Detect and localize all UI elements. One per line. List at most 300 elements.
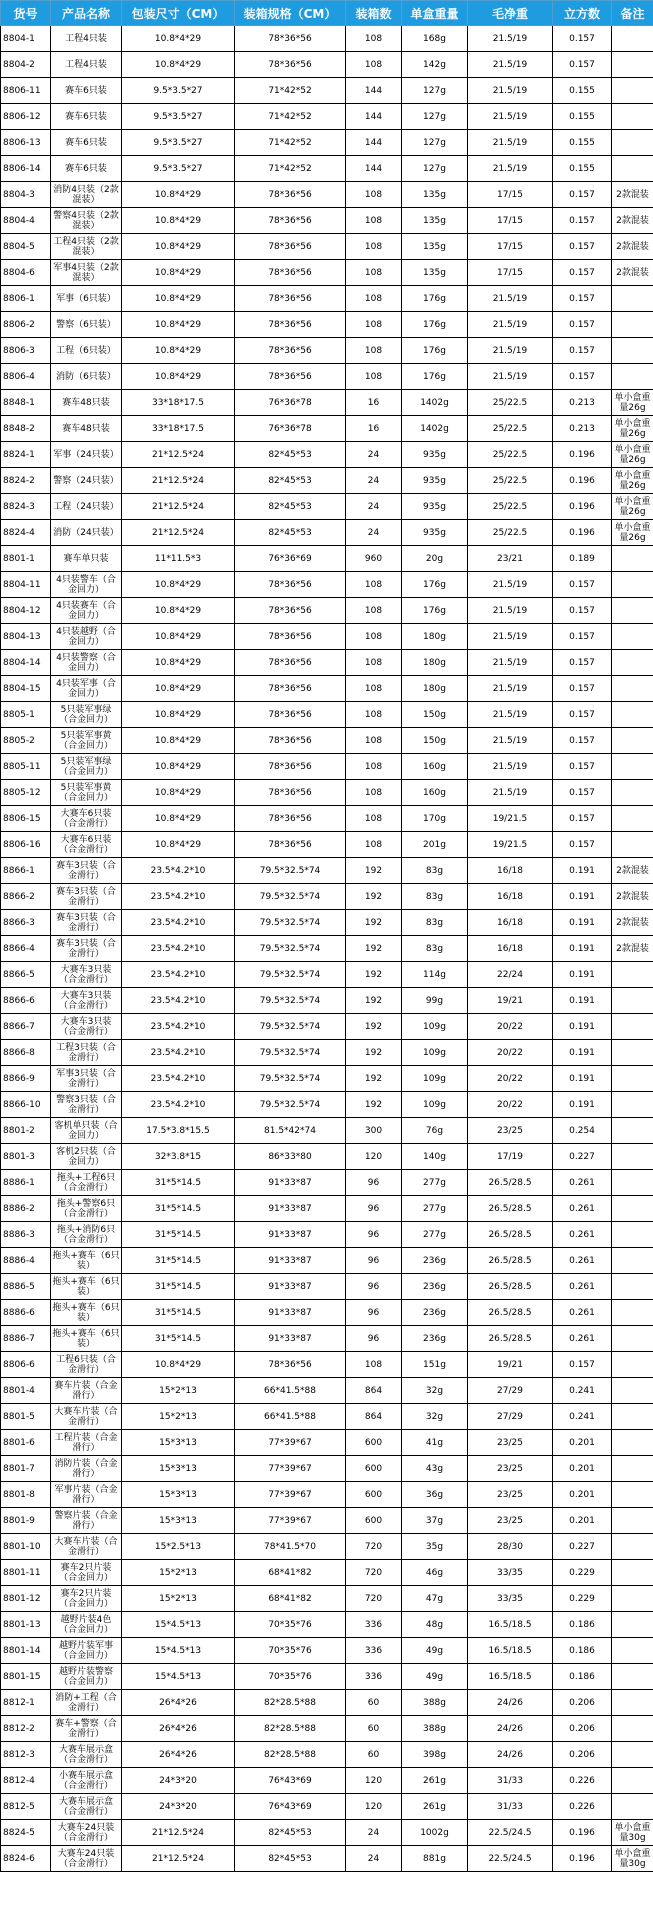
cell-gross-net-weight: 21.5/19 bbox=[468, 754, 553, 780]
table-row bbox=[1, 1456, 653, 1482]
cell-remarks: 2款混装 bbox=[612, 208, 653, 234]
cell-gross-net-weight: 22.5/24.5 bbox=[468, 1846, 553, 1872]
cell-box-weight: 201g bbox=[402, 832, 468, 858]
cell-gross-net-weight: 21.5/19 bbox=[468, 312, 553, 338]
cell-package-size: 26*4*26 bbox=[122, 1690, 235, 1716]
cell-item-no: 8805-11 bbox=[1, 754, 51, 780]
cell-carton-qty: 108 bbox=[346, 780, 402, 806]
cell-item-no: 8801-4 bbox=[1, 1378, 51, 1404]
cell-package-size: 9.5*3.5*27 bbox=[122, 130, 235, 156]
cell-item-no: 8866-7 bbox=[1, 1014, 51, 1040]
cell-carton-size: 81.5*42*74 bbox=[235, 1118, 346, 1144]
cell-remarks bbox=[612, 1508, 653, 1534]
cell-carton-size: 78*36*56 bbox=[235, 260, 346, 286]
cell-box-weight: 37g bbox=[402, 1508, 468, 1534]
cell-remarks: 单小盒重量26g bbox=[612, 390, 653, 416]
cell-item-no: 8866-8 bbox=[1, 1040, 51, 1066]
cell-box-weight: 398g bbox=[402, 1742, 468, 1768]
cell-carton-qty: 96 bbox=[346, 1274, 402, 1300]
cell-volume: 0.155 bbox=[553, 78, 612, 104]
cell-volume: 0.157 bbox=[553, 650, 612, 676]
cell-product-name: 大赛车24只装（合金滑行） bbox=[51, 1846, 122, 1872]
cell-carton-qty: 600 bbox=[346, 1482, 402, 1508]
cell-package-size: 10.8*4*29 bbox=[122, 234, 235, 260]
cell-package-size: 23.5*4.2*10 bbox=[122, 1014, 235, 1040]
table-row bbox=[1, 1144, 653, 1170]
cell-carton-size: 76*36*78 bbox=[235, 416, 346, 442]
header-box-weight: 单盒重量 bbox=[402, 1, 468, 26]
cell-package-size: 21*12.5*24 bbox=[122, 1846, 235, 1872]
cell-product-name: 4只装警车（合金回力） bbox=[51, 572, 122, 598]
cell-gross-net-weight: 23/25 bbox=[468, 1482, 553, 1508]
cell-box-weight: 180g bbox=[402, 624, 468, 650]
cell-carton-qty: 108 bbox=[346, 650, 402, 676]
cell-gross-net-weight: 33/35 bbox=[468, 1586, 553, 1612]
cell-box-weight: 388g bbox=[402, 1716, 468, 1742]
cell-carton-qty: 96 bbox=[346, 1222, 402, 1248]
cell-volume: 0.213 bbox=[553, 390, 612, 416]
cell-carton-qty: 108 bbox=[346, 208, 402, 234]
cell-item-no: 8886-7 bbox=[1, 1326, 51, 1352]
cell-remarks bbox=[612, 1690, 653, 1716]
table-row bbox=[1, 26, 653, 52]
cell-remarks: 单小盒重量26g bbox=[612, 520, 653, 546]
cell-gross-net-weight: 21.5/19 bbox=[468, 52, 553, 78]
cell-carton-qty: 24 bbox=[346, 494, 402, 520]
cell-volume: 0.226 bbox=[553, 1794, 612, 1820]
cell-product-name: 大赛车片装（合金滑行） bbox=[51, 1534, 122, 1560]
cell-remarks bbox=[612, 1794, 653, 1820]
table-row bbox=[1, 988, 653, 1014]
cell-product-name: 赛车+警察（合金滑行） bbox=[51, 1716, 122, 1742]
cell-remarks bbox=[612, 988, 653, 1014]
cell-volume: 0.201 bbox=[553, 1456, 612, 1482]
cell-gross-net-weight: 21.5/19 bbox=[468, 624, 553, 650]
table-row bbox=[1, 1846, 653, 1872]
cell-volume: 0.196 bbox=[553, 442, 612, 468]
cell-volume: 0.157 bbox=[553, 234, 612, 260]
cell-carton-qty: 60 bbox=[346, 1742, 402, 1768]
cell-item-no: 8801-11 bbox=[1, 1560, 51, 1586]
cell-carton-qty: 144 bbox=[346, 156, 402, 182]
cell-box-weight: 83g bbox=[402, 936, 468, 962]
cell-item-no: 8806-16 bbox=[1, 832, 51, 858]
cell-item-no: 8805-12 bbox=[1, 780, 51, 806]
cell-carton-size: 70*35*76 bbox=[235, 1612, 346, 1638]
cell-remarks: 单小盒重量26g bbox=[612, 468, 653, 494]
cell-item-no: 8848-2 bbox=[1, 416, 51, 442]
cell-package-size: 21*12.5*24 bbox=[122, 520, 235, 546]
cell-carton-size: 79.5*32.5*74 bbox=[235, 858, 346, 884]
cell-volume: 0.196 bbox=[553, 520, 612, 546]
cell-remarks bbox=[612, 1638, 653, 1664]
cell-remarks bbox=[612, 1612, 653, 1638]
cell-carton-qty: 300 bbox=[346, 1118, 402, 1144]
cell-product-name: 赛车6只装 bbox=[51, 78, 122, 104]
cell-product-name: 工程4只装 bbox=[51, 52, 122, 78]
cell-item-no: 8866-9 bbox=[1, 1066, 51, 1092]
cell-item-no: 8801-13 bbox=[1, 1612, 51, 1638]
cell-carton-size: 91*33*87 bbox=[235, 1300, 346, 1326]
cell-item-no: 8848-1 bbox=[1, 390, 51, 416]
cell-item-no: 8806-11 bbox=[1, 78, 51, 104]
cell-carton-size: 78*41.5*70 bbox=[235, 1534, 346, 1560]
cell-box-weight: 127g bbox=[402, 78, 468, 104]
cell-remarks bbox=[612, 1170, 653, 1196]
cell-product-name: 工程（24只装） bbox=[51, 494, 122, 520]
cell-carton-qty: 144 bbox=[346, 78, 402, 104]
cell-package-size: 21*12.5*24 bbox=[122, 1820, 235, 1846]
cell-gross-net-weight: 16.5/18.5 bbox=[468, 1664, 553, 1690]
cell-box-weight: 36g bbox=[402, 1482, 468, 1508]
table-row bbox=[1, 624, 653, 650]
cell-product-name: 赛车3只装（合金滑行） bbox=[51, 858, 122, 884]
cell-product-name: 工程3只装（合金滑行） bbox=[51, 1040, 122, 1066]
cell-package-size: 10.8*4*29 bbox=[122, 312, 235, 338]
cell-gross-net-weight: 28/30 bbox=[468, 1534, 553, 1560]
cell-product-name: 大赛车展示盒（合金滑行） bbox=[51, 1794, 122, 1820]
cell-volume: 0.206 bbox=[553, 1742, 612, 1768]
cell-product-name: 工程6只装（合金滑行） bbox=[51, 1352, 122, 1378]
table-row bbox=[1, 1196, 653, 1222]
table-row bbox=[1, 1352, 653, 1378]
cell-product-name: 警察片装（合金滑行） bbox=[51, 1508, 122, 1534]
cell-product-name: 工程片装（合金滑行） bbox=[51, 1430, 122, 1456]
header-remarks: 备注 bbox=[612, 1, 653, 26]
cell-gross-net-weight: 23/21 bbox=[468, 546, 553, 572]
table-row bbox=[1, 1586, 653, 1612]
cell-gross-net-weight: 21.5/19 bbox=[468, 572, 553, 598]
cell-item-no: 8866-10 bbox=[1, 1092, 51, 1118]
cell-item-no: 8801-14 bbox=[1, 1638, 51, 1664]
cell-carton-qty: 108 bbox=[346, 312, 402, 338]
cell-carton-qty: 192 bbox=[346, 962, 402, 988]
table-row bbox=[1, 1404, 653, 1430]
cell-gross-net-weight: 26.5/28.5 bbox=[468, 1170, 553, 1196]
cell-carton-qty: 144 bbox=[346, 130, 402, 156]
cell-package-size: 23.5*4.2*10 bbox=[122, 1092, 235, 1118]
cell-gross-net-weight: 21.5/19 bbox=[468, 26, 553, 52]
cell-item-no: 8806-12 bbox=[1, 104, 51, 130]
cell-gross-net-weight: 26.5/28.5 bbox=[468, 1196, 553, 1222]
cell-carton-qty: 960 bbox=[346, 546, 402, 572]
cell-product-name: 4只装军事（合金回力） bbox=[51, 676, 122, 702]
cell-item-no: 8812-2 bbox=[1, 1716, 51, 1742]
cell-box-weight: 277g bbox=[402, 1196, 468, 1222]
cell-carton-qty: 96 bbox=[346, 1326, 402, 1352]
cell-carton-size: 82*28.5*88 bbox=[235, 1690, 346, 1716]
cell-volume: 0.186 bbox=[553, 1612, 612, 1638]
cell-volume: 0.157 bbox=[553, 754, 612, 780]
cell-volume: 0.261 bbox=[553, 1248, 612, 1274]
cell-box-weight: 277g bbox=[402, 1222, 468, 1248]
cell-carton-qty: 108 bbox=[346, 26, 402, 52]
cell-carton-qty: 864 bbox=[346, 1378, 402, 1404]
cell-gross-net-weight: 16/18 bbox=[468, 858, 553, 884]
table-row bbox=[1, 728, 653, 754]
cell-gross-net-weight: 26.5/28.5 bbox=[468, 1274, 553, 1300]
table-row bbox=[1, 520, 653, 546]
cell-remarks bbox=[612, 1664, 653, 1690]
header-package-size: 包装尺寸（CM） bbox=[122, 1, 235, 26]
cell-remarks: 2款混装 bbox=[612, 182, 653, 208]
cell-volume: 0.157 bbox=[553, 676, 612, 702]
cell-item-no: 8801-3 bbox=[1, 1144, 51, 1170]
cell-volume: 0.196 bbox=[553, 1820, 612, 1846]
cell-remarks: 2款混装 bbox=[612, 260, 653, 286]
table-row bbox=[1, 1040, 653, 1066]
cell-carton-size: 70*35*76 bbox=[235, 1638, 346, 1664]
table-row bbox=[1, 1768, 653, 1794]
cell-remarks bbox=[612, 156, 653, 182]
cell-item-no: 8886-3 bbox=[1, 1222, 51, 1248]
cell-carton-size: 78*36*56 bbox=[235, 650, 346, 676]
table-row bbox=[1, 1508, 653, 1534]
cell-gross-net-weight: 26.5/28.5 bbox=[468, 1248, 553, 1274]
cell-gross-net-weight: 27/29 bbox=[468, 1378, 553, 1404]
cell-gross-net-weight: 26.5/28.5 bbox=[468, 1300, 553, 1326]
cell-carton-qty: 864 bbox=[346, 1404, 402, 1430]
cell-gross-net-weight: 21.5/19 bbox=[468, 130, 553, 156]
cell-item-no: 8806-13 bbox=[1, 130, 51, 156]
cell-product-name: 消防（24只装） bbox=[51, 520, 122, 546]
cell-carton-size: 76*43*69 bbox=[235, 1768, 346, 1794]
cell-product-name: 4只装警察（合金回力） bbox=[51, 650, 122, 676]
cell-carton-qty: 16 bbox=[346, 390, 402, 416]
cell-carton-qty: 108 bbox=[346, 702, 402, 728]
cell-volume: 0.191 bbox=[553, 988, 612, 1014]
cell-volume: 0.191 bbox=[553, 936, 612, 962]
cell-package-size: 10.8*4*29 bbox=[122, 754, 235, 780]
cell-package-size: 31*5*14.5 bbox=[122, 1326, 235, 1352]
cell-carton-size: 76*36*69 bbox=[235, 546, 346, 572]
cell-remarks bbox=[612, 572, 653, 598]
cell-carton-size: 71*42*52 bbox=[235, 156, 346, 182]
cell-package-size: 26*4*26 bbox=[122, 1742, 235, 1768]
cell-carton-size: 78*36*56 bbox=[235, 234, 346, 260]
cell-package-size: 10.8*4*29 bbox=[122, 598, 235, 624]
cell-volume: 0.157 bbox=[553, 832, 612, 858]
cell-box-weight: 176g bbox=[402, 338, 468, 364]
cell-volume: 0.196 bbox=[553, 468, 612, 494]
cell-carton-size: 79.5*32.5*74 bbox=[235, 1014, 346, 1040]
cell-volume: 0.229 bbox=[553, 1560, 612, 1586]
cell-gross-net-weight: 21.5/19 bbox=[468, 156, 553, 182]
cell-box-weight: 261g bbox=[402, 1794, 468, 1820]
table-row bbox=[1, 78, 653, 104]
cell-gross-net-weight: 21.5/19 bbox=[468, 286, 553, 312]
cell-gross-net-weight: 21.5/19 bbox=[468, 338, 553, 364]
cell-volume: 0.157 bbox=[553, 806, 612, 832]
cell-carton-size: 78*36*56 bbox=[235, 728, 346, 754]
cell-package-size: 10.8*4*29 bbox=[122, 650, 235, 676]
cell-box-weight: 35g bbox=[402, 1534, 468, 1560]
cell-carton-size: 82*45*53 bbox=[235, 468, 346, 494]
table-row bbox=[1, 286, 653, 312]
cell-remarks bbox=[612, 754, 653, 780]
table-row bbox=[1, 1222, 653, 1248]
cell-product-name: 客机2只装（合金回力） bbox=[51, 1144, 122, 1170]
cell-volume: 0.241 bbox=[553, 1404, 612, 1430]
cell-remarks bbox=[612, 1222, 653, 1248]
cell-product-name: 赛车3只装（合金滑行） bbox=[51, 884, 122, 910]
cell-item-no: 8806-3 bbox=[1, 338, 51, 364]
cell-remarks bbox=[612, 312, 653, 338]
cell-volume: 0.206 bbox=[553, 1690, 612, 1716]
cell-gross-net-weight: 20/22 bbox=[468, 1066, 553, 1092]
cell-carton-qty: 336 bbox=[346, 1638, 402, 1664]
cell-box-weight: 109g bbox=[402, 1066, 468, 1092]
cell-package-size: 10.8*4*29 bbox=[122, 676, 235, 702]
cell-package-size: 10.8*4*29 bbox=[122, 624, 235, 650]
cell-gross-net-weight: 25/22.5 bbox=[468, 494, 553, 520]
cell-item-no: 8806-1 bbox=[1, 286, 51, 312]
cell-item-no: 8804-11 bbox=[1, 572, 51, 598]
cell-package-size: 10.8*4*29 bbox=[122, 1352, 235, 1378]
cell-box-weight: 135g bbox=[402, 208, 468, 234]
cell-product-name: 拖头+赛车（6只装） bbox=[51, 1248, 122, 1274]
cell-box-weight: 170g bbox=[402, 806, 468, 832]
cell-package-size: 15*3*13 bbox=[122, 1482, 235, 1508]
cell-item-no: 8866-3 bbox=[1, 910, 51, 936]
cell-box-weight: 180g bbox=[402, 650, 468, 676]
cell-remarks bbox=[612, 1092, 653, 1118]
cell-remarks bbox=[612, 702, 653, 728]
cell-remarks bbox=[612, 1586, 653, 1612]
cell-product-name: 消防4只装（2款混装） bbox=[51, 182, 122, 208]
cell-gross-net-weight: 25/22.5 bbox=[468, 442, 553, 468]
cell-remarks: 2款混装 bbox=[612, 234, 653, 260]
cell-volume: 0.157 bbox=[553, 572, 612, 598]
cell-remarks: 单小盒重量26g bbox=[612, 442, 653, 468]
cell-product-name: 大赛车3只装（合金滑行） bbox=[51, 962, 122, 988]
cell-package-size: 24*3*20 bbox=[122, 1794, 235, 1820]
cell-item-no: 8804-5 bbox=[1, 234, 51, 260]
cell-gross-net-weight: 25/22.5 bbox=[468, 390, 553, 416]
cell-package-size: 11*11.5*3 bbox=[122, 546, 235, 572]
cell-gross-net-weight: 25/22.5 bbox=[468, 416, 553, 442]
cell-product-name: 拖头+警察6只（合金滑行） bbox=[51, 1196, 122, 1222]
table-row bbox=[1, 832, 653, 858]
cell-volume: 0.189 bbox=[553, 546, 612, 572]
table-row bbox=[1, 806, 653, 832]
table-row bbox=[1, 1534, 653, 1560]
cell-carton-size: 71*42*52 bbox=[235, 130, 346, 156]
cell-volume: 0.201 bbox=[553, 1430, 612, 1456]
cell-gross-net-weight: 21.5/19 bbox=[468, 650, 553, 676]
cell-volume: 0.213 bbox=[553, 416, 612, 442]
cell-package-size: 21*12.5*24 bbox=[122, 468, 235, 494]
cell-carton-size: 71*42*52 bbox=[235, 78, 346, 104]
cell-carton-qty: 108 bbox=[346, 52, 402, 78]
cell-remarks bbox=[612, 1560, 653, 1586]
cell-package-size: 15*4.5*13 bbox=[122, 1664, 235, 1690]
cell-carton-size: 78*36*56 bbox=[235, 832, 346, 858]
cell-carton-qty: 600 bbox=[346, 1456, 402, 1482]
cell-carton-qty: 192 bbox=[346, 1066, 402, 1092]
cell-carton-size: 76*43*69 bbox=[235, 1794, 346, 1820]
cell-gross-net-weight: 17/15 bbox=[468, 182, 553, 208]
cell-carton-size: 79.5*32.5*74 bbox=[235, 936, 346, 962]
cell-carton-qty: 24 bbox=[346, 520, 402, 546]
cell-package-size: 23.5*4.2*10 bbox=[122, 936, 235, 962]
cell-volume: 0.206 bbox=[553, 1716, 612, 1742]
cell-carton-size: 78*36*56 bbox=[235, 598, 346, 624]
cell-product-name: 消防（6只装） bbox=[51, 364, 122, 390]
table-row bbox=[1, 156, 653, 182]
cell-volume: 0.196 bbox=[553, 494, 612, 520]
cell-carton-qty: 60 bbox=[346, 1716, 402, 1742]
cell-item-no: 8804-6 bbox=[1, 260, 51, 286]
cell-carton-qty: 96 bbox=[346, 1170, 402, 1196]
cell-package-size: 23.5*4.2*10 bbox=[122, 884, 235, 910]
cell-item-no: 8801-7 bbox=[1, 1456, 51, 1482]
header-carton-qty: 装箱数 bbox=[346, 1, 402, 26]
cell-product-name: 越野片装4色（合金回力） bbox=[51, 1612, 122, 1638]
cell-carton-size: 82*45*53 bbox=[235, 1846, 346, 1872]
cell-product-name: 客机单只装（合金回力） bbox=[51, 1118, 122, 1144]
cell-product-name: 军事片装（合金滑行） bbox=[51, 1482, 122, 1508]
cell-box-weight: 83g bbox=[402, 910, 468, 936]
cell-box-weight: 180g bbox=[402, 676, 468, 702]
cell-gross-net-weight: 21.5/19 bbox=[468, 702, 553, 728]
table-row bbox=[1, 1274, 653, 1300]
cell-box-weight: 935g bbox=[402, 468, 468, 494]
cell-product-name: 军事3只装（合金滑行） bbox=[51, 1066, 122, 1092]
cell-item-no: 8801-1 bbox=[1, 546, 51, 572]
cell-box-weight: 236g bbox=[402, 1300, 468, 1326]
cell-gross-net-weight: 21.5/19 bbox=[468, 598, 553, 624]
cell-carton-size: 78*36*56 bbox=[235, 702, 346, 728]
cell-remarks bbox=[612, 1716, 653, 1742]
cell-package-size: 15*2*13 bbox=[122, 1378, 235, 1404]
cell-volume: 0.201 bbox=[553, 1482, 612, 1508]
cell-package-size: 9.5*3.5*27 bbox=[122, 104, 235, 130]
cell-remarks: 单小盒重量26g bbox=[612, 494, 653, 520]
cell-carton-qty: 24 bbox=[346, 1846, 402, 1872]
cell-gross-net-weight: 19/21.5 bbox=[468, 832, 553, 858]
cell-volume: 0.157 bbox=[553, 26, 612, 52]
cell-item-no: 8806-15 bbox=[1, 806, 51, 832]
cell-carton-qty: 192 bbox=[346, 988, 402, 1014]
cell-carton-size: 77*39*67 bbox=[235, 1430, 346, 1456]
cell-box-weight: 168g bbox=[402, 26, 468, 52]
cell-product-name: 大赛车3只装（合金滑行） bbox=[51, 988, 122, 1014]
cell-carton-qty: 120 bbox=[346, 1768, 402, 1794]
cell-package-size: 21*12.5*24 bbox=[122, 494, 235, 520]
cell-volume: 0.186 bbox=[553, 1638, 612, 1664]
cell-volume: 0.191 bbox=[553, 910, 612, 936]
cell-box-weight: 135g bbox=[402, 260, 468, 286]
cell-product-name: 赛车2只片装（合金回力） bbox=[51, 1560, 122, 1586]
cell-package-size: 15*2*13 bbox=[122, 1586, 235, 1612]
cell-item-no: 8824-2 bbox=[1, 468, 51, 494]
cell-remarks bbox=[612, 1144, 653, 1170]
cell-item-no: 8812-3 bbox=[1, 1742, 51, 1768]
cell-volume: 0.155 bbox=[553, 156, 612, 182]
cell-box-weight: 151g bbox=[402, 1352, 468, 1378]
cell-volume: 0.157 bbox=[553, 702, 612, 728]
cell-box-weight: 43g bbox=[402, 1456, 468, 1482]
cell-box-weight: 236g bbox=[402, 1274, 468, 1300]
cell-carton-size: 82*45*53 bbox=[235, 494, 346, 520]
cell-product-name: 赛车48只装 bbox=[51, 416, 122, 442]
cell-package-size: 31*5*14.5 bbox=[122, 1170, 235, 1196]
cell-remarks bbox=[612, 1066, 653, 1092]
cell-product-name: 消防片装（合金滑行） bbox=[51, 1456, 122, 1482]
cell-product-name: 赛车3只装（合金滑行） bbox=[51, 936, 122, 962]
cell-carton-qty: 60 bbox=[346, 1690, 402, 1716]
